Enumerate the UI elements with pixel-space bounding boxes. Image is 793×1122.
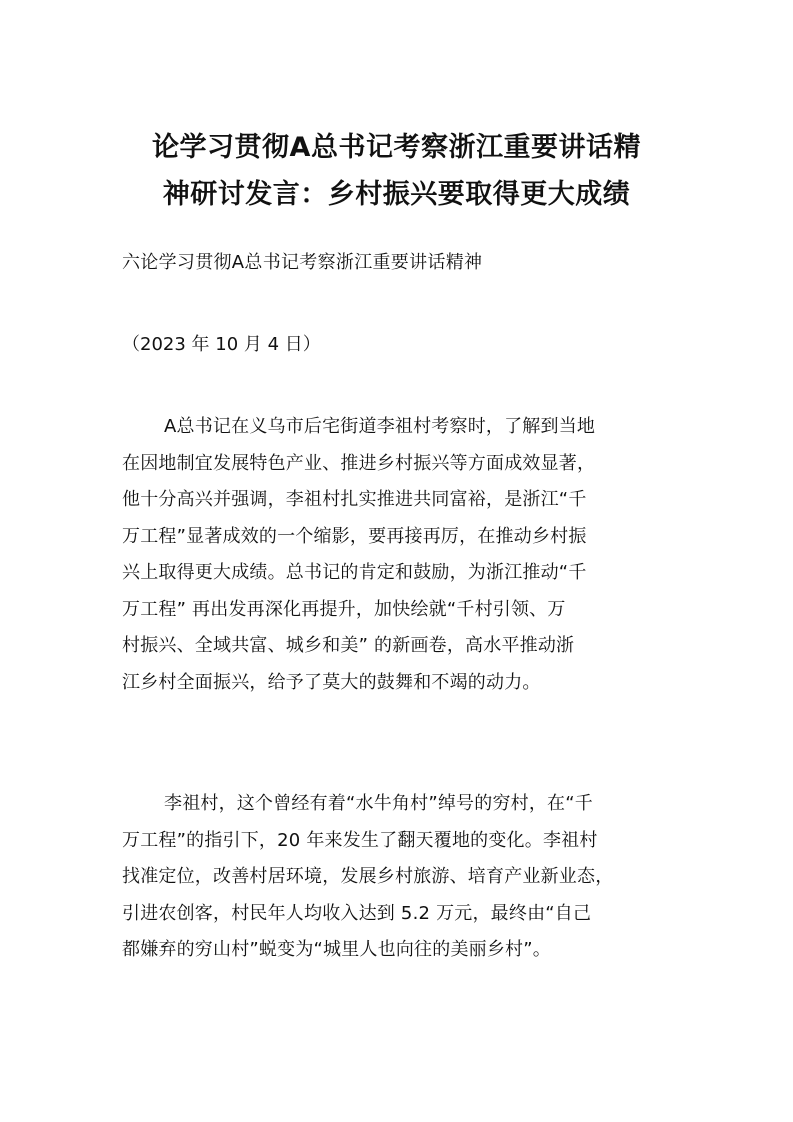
paragraph-line: 江乡村全面振兴，给予了莫大的鼓舞和不竭的动力。 xyxy=(122,671,541,693)
paragraph-line: 李祖村，这个曾经有着“水牛角村”绰号的穷村，在“千 xyxy=(164,793,593,814)
document-subtitle: 六论学习贯彻A总书记考察浙江重要讲话精神 xyxy=(122,252,483,273)
title-line: 论学习贯彻A总书记考察浙江重要讲话精 xyxy=(152,132,641,163)
document-date: （2023 年 10 月 4 日） xyxy=(122,334,321,355)
title-line: 神研讨发言：乡村振兴要取得更大成绩 xyxy=(162,179,631,210)
paragraph-line: 引进农创客，村民年人均收入达到 5.2 万元，最终由“自己 xyxy=(122,902,592,924)
paragraph-line: 他十分高兴并强调，李祖村扎实推进共同富裕，是浙江“千 xyxy=(122,489,587,510)
paragraph-line: 兴上取得更大成绩。总书记的肯定和鼓励，为浙江推动“千 xyxy=(122,562,587,583)
paragraph-line: 万工程”的指引下，20 年来发生了翻天覆地的变化。李祖村 xyxy=(122,829,598,851)
paragraph-line: 万工程”显著成效的一个缩影，要再接再厉，在推动乡村振 xyxy=(122,525,587,547)
paragraph-line: 在因地制宜发展特色产业、推进乡村振兴等方面成效显著， xyxy=(122,452,596,474)
document-title xyxy=(110,124,683,218)
paragraph-line: 村振兴、全域共富、城乡和美” 的新画卷，高水平推动浙 xyxy=(122,635,575,656)
paragraph-line: 找准定位，改善村居环境，发展乡村旅游、培育产业新业态， xyxy=(122,866,614,887)
paragraph-line: 万工程” 再出发再深化再提升，加快绘就“千村引领、万 xyxy=(122,598,566,620)
paragraph-line: 都嫌弃的穷山村”蜕变为“城里人也向往的美丽乡村”。 xyxy=(122,939,551,960)
paragraph-line: A总书记在义乌市后宅街道李祖村考察时，了解到当地 xyxy=(164,416,596,437)
body-paragraph-2 xyxy=(122,786,682,969)
body-paragraph-1 xyxy=(122,409,682,701)
